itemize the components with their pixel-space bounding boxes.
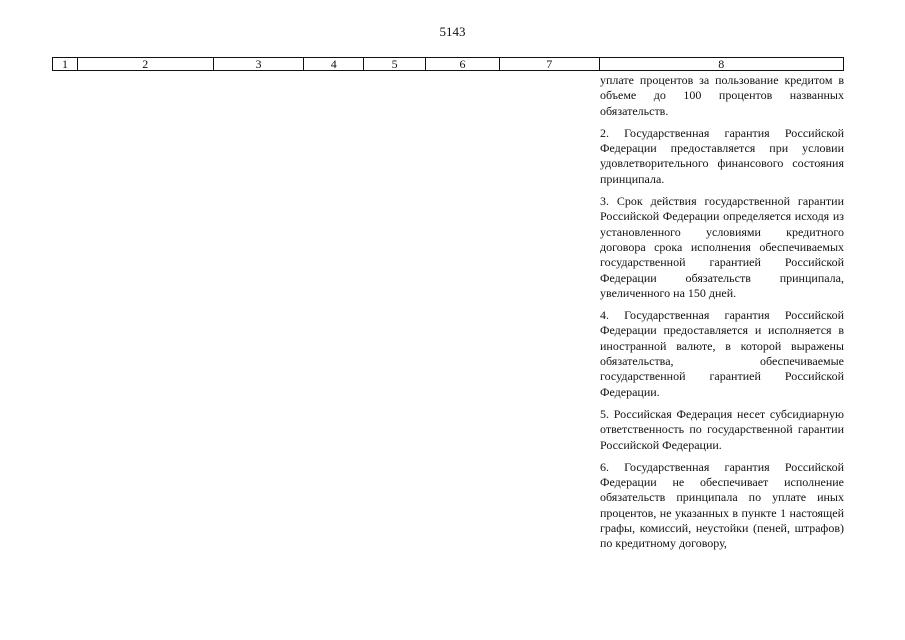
paragraph-2: 2. Государственная гарантия Российской Федерации предоставляется при условии удовлетворительного финансового состояния принципала. bbox=[600, 125, 844, 186]
column-8-text bbox=[600, 73, 844, 559]
paragraph-3: 3. Срок действия государственной гарантии Российской Федерации определяется исходя из установленного условиями кредитного договора срока исполнения обеспечиваемых государственной гарантией Российской Федерации обязательств принципала, увеличенного на 150 дней. bbox=[600, 194, 844, 300]
paragraph-continuation: уплате процентов за пользование кредитом в объеме до 100 процентов названных обязательств. bbox=[600, 73, 844, 118]
column-number-6: 6 bbox=[426, 58, 500, 70]
page-number: 5143 bbox=[439, 24, 466, 39]
column-number-7: 7 bbox=[500, 58, 600, 70]
column-number-2: 2 bbox=[78, 58, 214, 70]
paragraph-6: 6. Государственная гарантия Российской Федерации не обеспечивает исполнение обязательств принципала по уплате иных процентов, не указанных в пункте 1 настоящей графы, комиссий, неустойки (пеней, штрафов) по кредитному договору, bbox=[600, 459, 844, 551]
paragraph-5: 5. Российская Федерация несет субсидиарную ответственность по государственной гарантии Российской Федерации. bbox=[600, 406, 844, 452]
paragraph-4: 4. Государственная гарантия Российской Федерации предоставляется и исполняется в иностранной валюте, в которой выражены обязательства, обеспечиваемые государственной гарантией Российской Федерации. bbox=[600, 308, 844, 399]
column-number-5: 5 bbox=[364, 58, 426, 70]
column-number-8: 8 bbox=[718, 57, 725, 71]
table-header-row bbox=[52, 57, 844, 71]
column-number-1: 1 bbox=[53, 58, 78, 70]
column-number-3: 3 bbox=[214, 58, 305, 70]
column-number-4: 4 bbox=[304, 58, 364, 70]
